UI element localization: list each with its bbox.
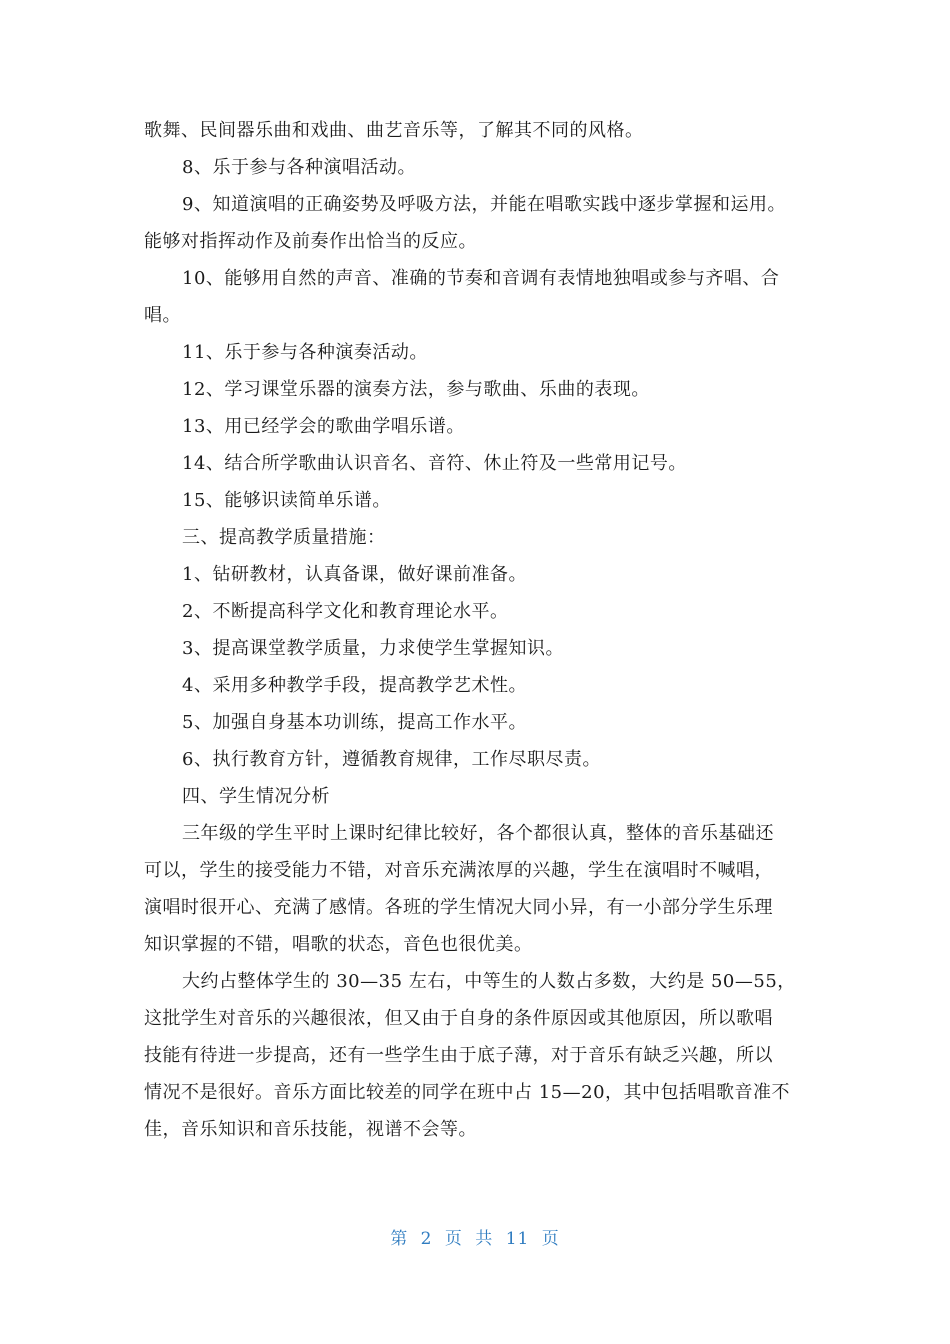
text-line: 歌舞、民间器乐曲和戏曲、曲艺音乐等，了解其不同的风格。 — [144, 120, 644, 141]
text-line: 唱。 — [144, 305, 181, 326]
text-line: 11、乐于参与各种演奏活动。 — [182, 342, 428, 363]
text-line: 15、能够识读简单乐谱。 — [182, 490, 391, 511]
text-line: 10、能够用自然的声音、准确的节奏和音调有表情地独唱或参与齐唱、合 — [182, 268, 780, 289]
text-line: 三、提高教学质量措施： — [182, 527, 386, 548]
text-line: 9、知道演唱的正确姿势及呼吸方法，并能在唱歌实践中逐步掌握和运用。 — [182, 194, 786, 215]
text-line: 这批学生对音乐的兴趣很浓，但又由于自身的条件原因或其他原因，所以歌唱 — [144, 1008, 773, 1029]
text-line: 大约占整体学生的 30—35 左右，中等生的人数占多数，大约是 50—55， — [182, 971, 796, 992]
text-line: 1、钻研教材，认真备课，做好课前准备。 — [182, 564, 527, 585]
text-line: 四、学生情况分析 — [182, 786, 330, 807]
text-line: 6、执行教育方针，遵循教育规律，工作尽职尽责。 — [182, 749, 601, 770]
text-line: 4、采用多种教学手段，提高教学艺术性。 — [182, 675, 527, 696]
document-body — [144, 112, 806, 1148]
text-line: 情况不是很好。音乐方面比较差的同学在班中占 15—20，其中包括唱歌音准不 — [144, 1082, 791, 1103]
text-line: 14、结合所学歌曲认识音名、音符、休止符及一些常用记号。 — [182, 453, 687, 474]
text-line: 5、加强自身基本功训练，提高工作水平。 — [182, 712, 527, 733]
text-line: 能够对指挥动作及前奏作出恰当的反应。 — [144, 231, 477, 252]
text-line: 可以，学生的接受能力不错，对音乐充满浓厚的兴趣，学生在演唱时不喊唱， — [144, 860, 773, 881]
text-line: 三年级的学生平时上课时纪律比较好，各个都很认真，整体的音乐基础还 — [182, 823, 774, 844]
text-line: 8、乐于参与各种演唱活动。 — [182, 157, 416, 178]
text-line: 2、不断提高科学文化和教育理论水平。 — [182, 601, 509, 622]
text-line: 12、学习课堂乐器的演奏方法，参与歌曲、乐曲的表现。 — [182, 379, 650, 400]
page-footer: 第 2 页 共 11 页 — [390, 1229, 560, 1249]
text-line: 3、提高课堂教学质量，力求使学生掌握知识。 — [182, 638, 564, 659]
text-line: 演唱时很开心、充满了感情。各班的学生情况大同小异，有一小部分学生乐理 — [144, 897, 773, 918]
text-line: 佳，音乐知识和音乐技能，视谱不会等。 — [144, 1119, 477, 1140]
text-line: 技能有待进一步提高，还有一些学生由于底子薄，对于音乐有缺乏兴趣，所以 — [144, 1045, 773, 1066]
text-line: 知识掌握的不错，唱歌的状态，音色也很优美。 — [144, 934, 533, 955]
text-line: 13、用已经学会的歌曲学唱乐谱。 — [182, 416, 465, 437]
